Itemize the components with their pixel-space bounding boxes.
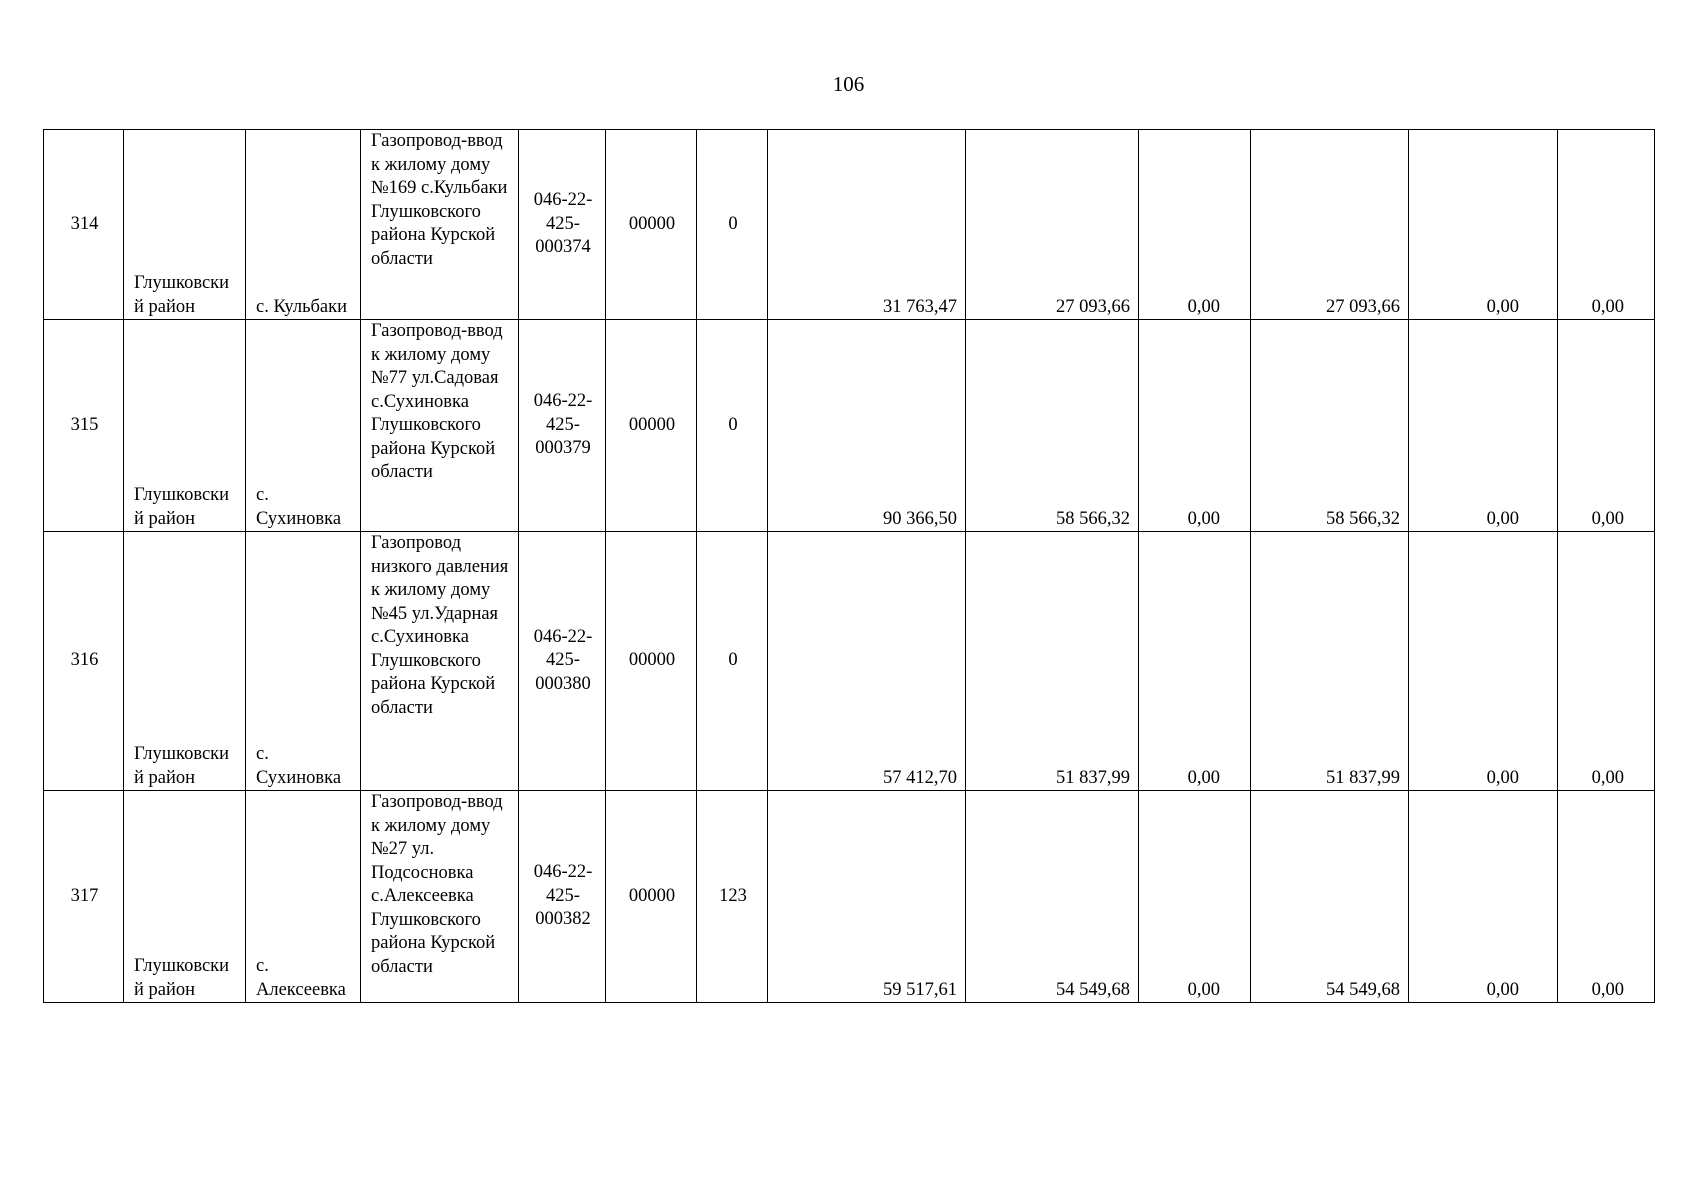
object-name-cell: Газопровод-ввод к жилому дому №27 ул. Подсосновка с.Алексеевка Глушковского района Курской области [361,791,519,1003]
value-cell: 0 [697,320,768,532]
amount-cell: 0,00 [1558,320,1655,532]
amount-cell: 0,00 [1409,791,1558,1003]
page-number: 106 [832,72,865,96]
row-number: 317 [44,791,124,1003]
amount-cell: 0,00 [1558,791,1655,1003]
locality-cell: с. Сухиновка [246,532,361,791]
district-cell: Глушковский район [124,130,246,320]
row-number: 316 [44,532,124,791]
amount-cell: 0,00 [1139,532,1251,791]
amount-cell: 57 412,70 [768,532,966,791]
code-cell: 00000 [606,791,697,1003]
row-number: 314 [44,130,124,320]
table-row [44,791,1655,1003]
amount-cell: 58 566,32 [1251,320,1409,532]
cadastral-number-cell: 046-22-425-000382 [519,791,606,1003]
amount-cell: 31 763,47 [768,130,966,320]
registry-table [43,129,1655,1003]
district-cell: Глушковский район [124,791,246,1003]
value-cell: 0 [697,532,768,791]
amount-cell: 0,00 [1139,130,1251,320]
amount-cell: 0,00 [1139,791,1251,1003]
table-row [44,320,1655,532]
amount-cell: 0,00 [1409,130,1558,320]
amount-cell: 58 566,32 [966,320,1139,532]
table-row [44,532,1655,791]
amount-cell: 27 093,66 [966,130,1139,320]
amount-cell: 54 549,68 [966,791,1139,1003]
code-cell: 00000 [606,532,697,791]
code-cell: 00000 [606,320,697,532]
amount-cell: 59 517,61 [768,791,966,1003]
cadastral-number-cell: 046-22-425-000374 [519,130,606,320]
district-cell: Глушковский район [124,320,246,532]
amount-cell: 0,00 [1139,320,1251,532]
amount-cell: 51 837,99 [966,532,1139,791]
amount-cell: 27 093,66 [1251,130,1409,320]
value-cell: 123 [697,791,768,1003]
amount-cell: 0,00 [1409,532,1558,791]
locality-cell: с. Алексеевка [246,791,361,1003]
locality-cell: с. Кульбаки [246,130,361,320]
locality-cell: с. Сухиновка [246,320,361,532]
table-row [44,130,1655,320]
amount-cell: 0,00 [1558,532,1655,791]
object-name-cell: Газопровод-ввод к жилому дому №77 ул.Садовая с.Сухиновка Глушковского района Курской области [361,320,519,532]
amount-cell: 0,00 [1558,130,1655,320]
row-number: 315 [44,320,124,532]
cadastral-number-cell: 046-22-425-000379 [519,320,606,532]
object-name-cell: Газопровод низкого давления к жилому дому №45 ул.Ударная с.Сухиновка Глушковского района Курской области [361,532,519,791]
amount-cell: 54 549,68 [1251,791,1409,1003]
code-cell: 00000 [606,130,697,320]
object-name-cell: Газопровод-ввод к жилому дому №169 с.Кульбаки Глушковского района Курской области [361,130,519,320]
amount-cell: 90 366,50 [768,320,966,532]
cadastral-number-cell: 046-22-425-000380 [519,532,606,791]
amount-cell: 0,00 [1409,320,1558,532]
district-cell: Глушковский район [124,532,246,791]
value-cell: 0 [697,130,768,320]
amount-cell: 51 837,99 [1251,532,1409,791]
